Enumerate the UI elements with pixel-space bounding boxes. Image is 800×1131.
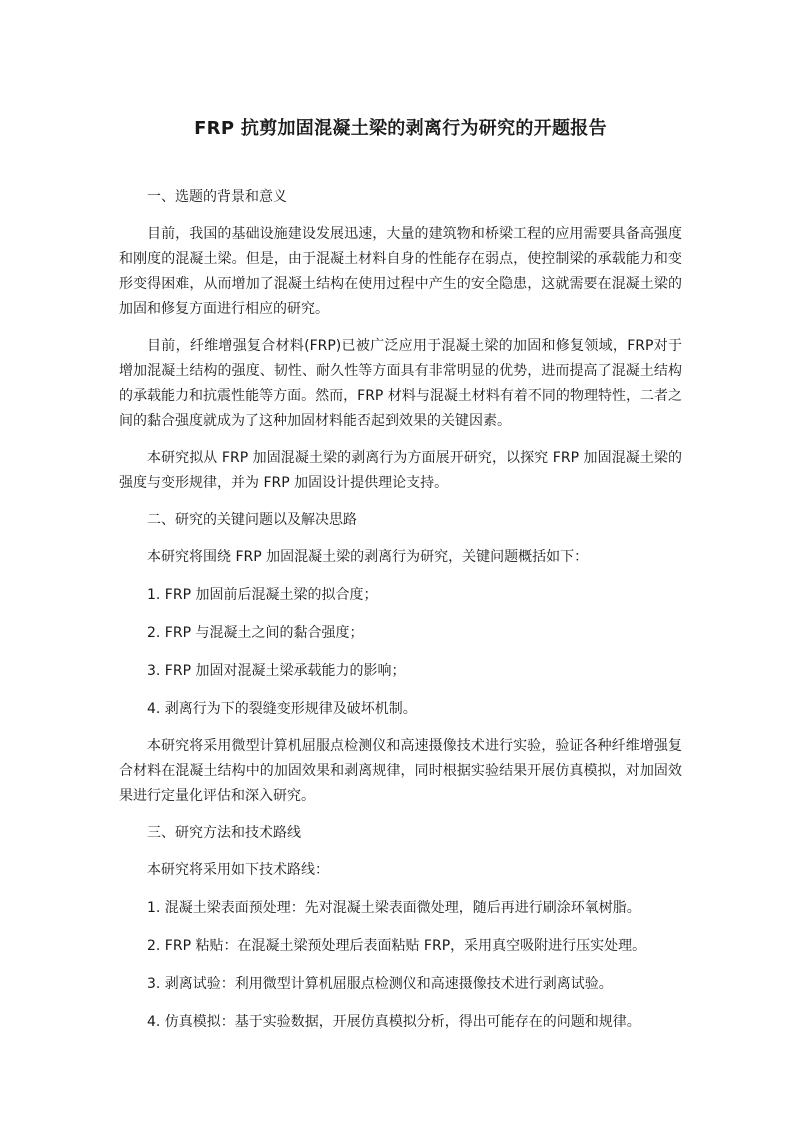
list-item: 2. FRP 粘贴：在混凝土梁预处理后表面粘贴 FRP，采用真空吸附进行压实处理。: [147, 938, 647, 954]
list-item: 1. 混凝土梁表面预处理：先对混凝土梁表面微处理，随后再进行刷涂环氧树脂。: [147, 900, 641, 916]
list-item: 2. FRP 与混凝土之间的黏合强度；: [147, 625, 364, 641]
paragraph: 目前，我国的基础设施建设发展迅速，大量的建筑物和桥梁工程的应用需要具备高强度和刚度的混凝土梁。但是，由于混凝土材料自身的性能存在弱点，使控制梁的承载能力和变形变得困难，从而增加了混凝土结构在使用过程中产生的安全隐患，这就需要在混凝土梁的加固和修复方面进行相应的研究。: [119, 226, 682, 317]
paragraph: 本研究将围绕 FRP 加固混凝土梁的剥离行为研究，关键问题概括如下：: [147, 549, 589, 565]
list-item: 4. 仿真模拟：基于实验数据，开展仿真模拟分析，得出可能存在的问题和规律。: [147, 1014, 641, 1030]
paragraph: 本研究将采用微型计算机屈服点检测仪和高速摄像技术进行实验，验证各种纤维增强复合材料在混凝土结构中的加固效果和剥离规律，同时根据实验结果开展仿真模拟，对加固效果进行定量化评估和深入研究。: [119, 738, 682, 804]
paragraph: 本研究将采用如下技术路线：: [147, 862, 329, 878]
list-item: 1. FRP 加固前后混凝土梁的拟合度；: [147, 587, 378, 603]
section-heading-key-problems: 二、研究的关键问题以及解决思路: [147, 512, 357, 528]
paragraph: 本研究拟从 FRP 加固混凝土梁的剥离行为方面展开研究，以探究 FRP 加固混凝土梁的强度与变形规律，并为 FRP 加固设计提供理论支持。: [119, 450, 682, 491]
section-heading-methods: 三、研究方法和技术路线: [147, 825, 301, 841]
list-item: 3. 剥离试验：利用微型计算机屈服点检测仪和高速摄像技术进行剥离试验。: [147, 976, 613, 992]
section-heading-background: 一、选题的背景和意义: [147, 189, 287, 205]
list-item: 3. FRP 加固对混凝土梁承载能力的影响；: [147, 663, 406, 679]
document-title: FRP 抗剪加固混凝土梁的剥离行为研究的开题报告: [194, 118, 607, 139]
paragraph: 目前，纤维增强复合材料(FRP)已被广泛应用于混凝土梁的加固和修复领域，FRP对于增加混凝土结构的强度、韧性、耐久性等方面具有非常明显的优势，进而提高了混凝土结构的承载能力和抗震性能等方面。然而，FRP 材料与混凝土材料有着不同的物理特性，二者之间的黏合强度就成为了这种加固材料能否起到效果的关键因素。: [119, 338, 682, 429]
document-body: [119, 185, 682, 1035]
list-item: 4. 剥离行为下的裂缝变形规律及破坏机制。: [147, 701, 417, 717]
